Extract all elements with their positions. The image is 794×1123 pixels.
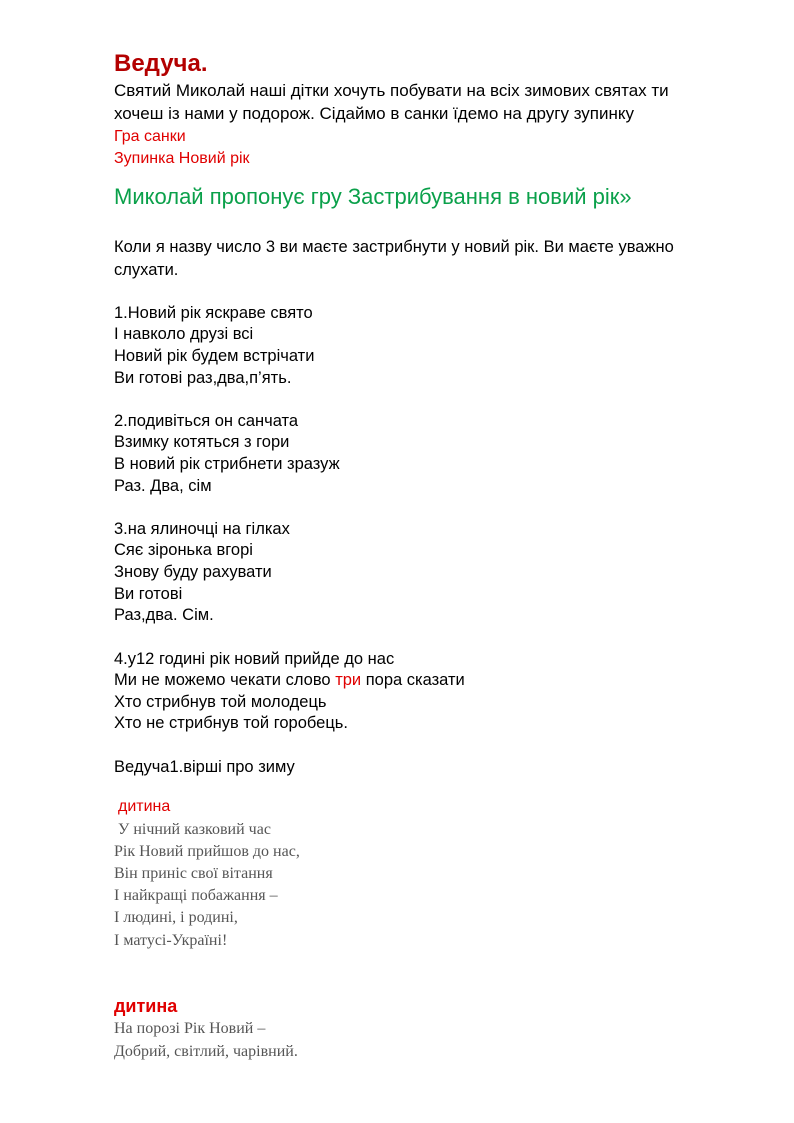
- verse1-line-1: 1.Новий рік яскраве свято: [114, 304, 313, 322]
- verse4-line-4: Хто не стрибнув той горобець.: [114, 714, 348, 732]
- verse3-line-3: Знову буду рахувати: [114, 563, 272, 581]
- poem2-line-2: Добрий, світлий, чарівний.: [114, 1043, 298, 1060]
- poem1-line-4: І найкращі побажання –: [114, 887, 278, 904]
- verse2-line-3: В новий рік стрибнети зразуж: [114, 455, 340, 473]
- poem2-speaker: дитина: [114, 996, 178, 1016]
- poem1-speaker: дитина: [118, 798, 171, 815]
- verse2-line-2: Взимку котяться з гори: [114, 433, 290, 451]
- poem1-line-3: Він приніс свої вітання: [114, 865, 273, 882]
- poem2-line-1: На порозі Рік Новий –: [114, 1020, 266, 1037]
- game-heading: Миколай пропонує гру Застрибування в новий рік»: [114, 184, 632, 209]
- instructions-line-2: слухати.: [114, 261, 179, 279]
- verse3-line-2: Сяє зіронька вгорі: [114, 541, 253, 559]
- verse2-line-4: Раз. Два, сім: [114, 477, 212, 495]
- note-stop-new-year: Зупинка Новий рік: [114, 150, 250, 167]
- verse1-line-3: Новий рік будем встрічати: [114, 347, 315, 365]
- poem1-line-5: І людині, і родині,: [114, 909, 238, 926]
- verse4-line-2: [114, 669, 465, 691]
- poem1-line-1: У нічний казковий час: [114, 821, 271, 838]
- verse4-highlight-word: три: [335, 671, 362, 689]
- intro-line-1: Святий Миколай наші дітки хочуть побувати на всіх зимових святах ти: [114, 81, 669, 100]
- poem1-line-6: І матусі-Україні!: [114, 932, 228, 949]
- instructions-line-1: Коли я назву число 3 ви маєте застрибнути у новий рік. Ви маєте уважно: [114, 238, 674, 256]
- verse2-line-1: 2.подивіться он санчата: [114, 412, 299, 430]
- verse3-line-1: 3.на ялиночці на гілках: [114, 520, 290, 538]
- host-line: Ведуча1.вірші про зиму: [114, 758, 295, 776]
- verse3-line-4: Ви готові: [114, 585, 183, 603]
- verse4-line-1: 4.у12 годині рік новий прийде до нас: [114, 650, 395, 668]
- verse4-line-2-before: Ми не можемо чекати слово: [114, 671, 336, 689]
- intro-line-2: хочеш із нами у подорож. Сідаймо в санки їдемо на другу зупинку: [114, 104, 635, 123]
- note-game-sleds: Гра санки: [114, 128, 186, 145]
- page-title: Ведуча.: [114, 50, 208, 77]
- verse1-line-2: І навколо друзі всі: [114, 325, 254, 343]
- poem1-line-2: Рік Новий прийшов до нас,: [114, 843, 300, 860]
- verse4-line-2-after: пора сказати: [361, 671, 465, 689]
- verse3-line-5: Раз,два. Сім.: [114, 606, 214, 624]
- verse1-line-4: Ви готові раз,два,п’ять.: [114, 369, 292, 387]
- verse4-line-3: Хто стрибнув той молодець: [114, 693, 327, 711]
